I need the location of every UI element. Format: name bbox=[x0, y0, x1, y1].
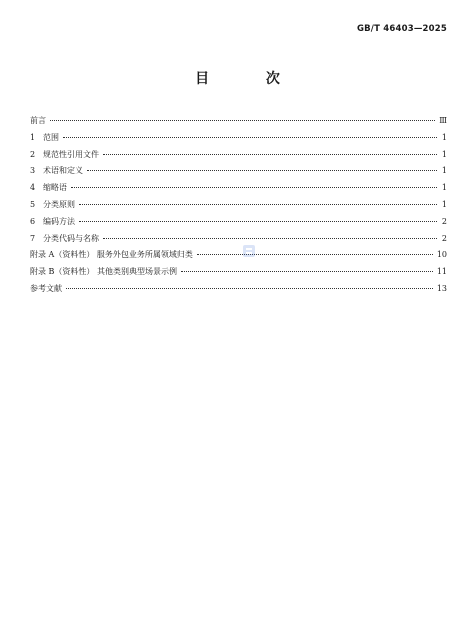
toc-entry-classification-principles[interactable] bbox=[30, 197, 447, 214]
dot-leader bbox=[79, 204, 437, 205]
toc-entry-label: 范围 bbox=[43, 132, 59, 142]
dot-leader bbox=[79, 221, 437, 222]
toc-entry-number: 4 bbox=[30, 183, 36, 193]
toc-entry-number: 3 bbox=[30, 166, 36, 176]
toc-entry-page: 1 bbox=[441, 166, 447, 176]
toc-entry-bibliography[interactable] bbox=[30, 281, 447, 298]
toc-entry-page: 1 bbox=[441, 149, 447, 159]
toc-entry-number: 7 bbox=[30, 233, 36, 243]
toc-entry-page: 10 bbox=[436, 250, 447, 260]
toc-entry-number: 2 bbox=[30, 149, 36, 159]
toc-entry-label: 规范性引用文件 bbox=[43, 149, 99, 159]
dot-leader bbox=[66, 288, 433, 289]
toc-entry-annex-b[interactable] bbox=[30, 264, 447, 281]
toc-entry-label: 前言 bbox=[30, 116, 46, 125]
toc-entry-page: 2 bbox=[441, 216, 447, 226]
toc-entry-label: 术语和定义 bbox=[43, 166, 83, 176]
watermark-logo bbox=[242, 244, 256, 258]
toc-entry-label: 分类原则 bbox=[43, 199, 75, 209]
toc-entry-label: 参考文献 bbox=[30, 283, 62, 293]
toc-entry-label: 编码方法 bbox=[43, 216, 75, 226]
toc-entry-label: 缩略语 bbox=[43, 183, 67, 193]
toc-title: 目 次 bbox=[195, 71, 306, 87]
dot-leader bbox=[50, 120, 435, 121]
dot-leader bbox=[87, 170, 437, 171]
dot-leader bbox=[63, 137, 437, 138]
toc-entry-page: 1 bbox=[441, 132, 447, 142]
toc-entry-label: 附录 A（资料性） 服务外包业务所属领域归类 bbox=[30, 250, 193, 260]
toc-entry-page: 1 bbox=[441, 183, 447, 193]
toc-entry-page: 11 bbox=[436, 267, 447, 277]
toc-entry-page: 1 bbox=[441, 199, 447, 209]
toc-entry-page: Ⅲ bbox=[439, 116, 447, 125]
standard-code: GB/T 46403—2025 bbox=[356, 24, 447, 34]
dot-leader bbox=[197, 254, 433, 255]
dot-leader bbox=[71, 187, 437, 188]
toc-entry-number: 6 bbox=[30, 216, 36, 226]
toc-entry-abbreviations[interactable] bbox=[30, 180, 447, 197]
toc-entry-label: 分类代码与名称 bbox=[43, 233, 99, 243]
toc-entry-codes-and-names[interactable] bbox=[30, 231, 447, 248]
toc-entry-number: 1 bbox=[30, 132, 36, 142]
table-of-contents bbox=[30, 113, 447, 298]
toc-entry-number: 5 bbox=[30, 199, 36, 209]
toc-entry-label: 附录 B（资料性） 其他类别典型场景示例 bbox=[30, 267, 177, 277]
toc-entry-annex-a[interactable] bbox=[30, 247, 447, 264]
toc-entry-page: 13 bbox=[436, 283, 447, 293]
dot-leader bbox=[181, 271, 433, 272]
toc-entry-coding-method[interactable] bbox=[30, 214, 447, 231]
toc-entry-terms-definitions[interactable] bbox=[30, 163, 447, 180]
toc-entry-scope[interactable] bbox=[30, 130, 447, 147]
dot-leader bbox=[103, 238, 437, 239]
toc-entry-foreword[interactable] bbox=[30, 113, 447, 130]
toc-entry-normative-references[interactable] bbox=[30, 147, 447, 164]
toc-entry-page: 2 bbox=[441, 233, 447, 243]
dot-leader bbox=[103, 154, 437, 155]
